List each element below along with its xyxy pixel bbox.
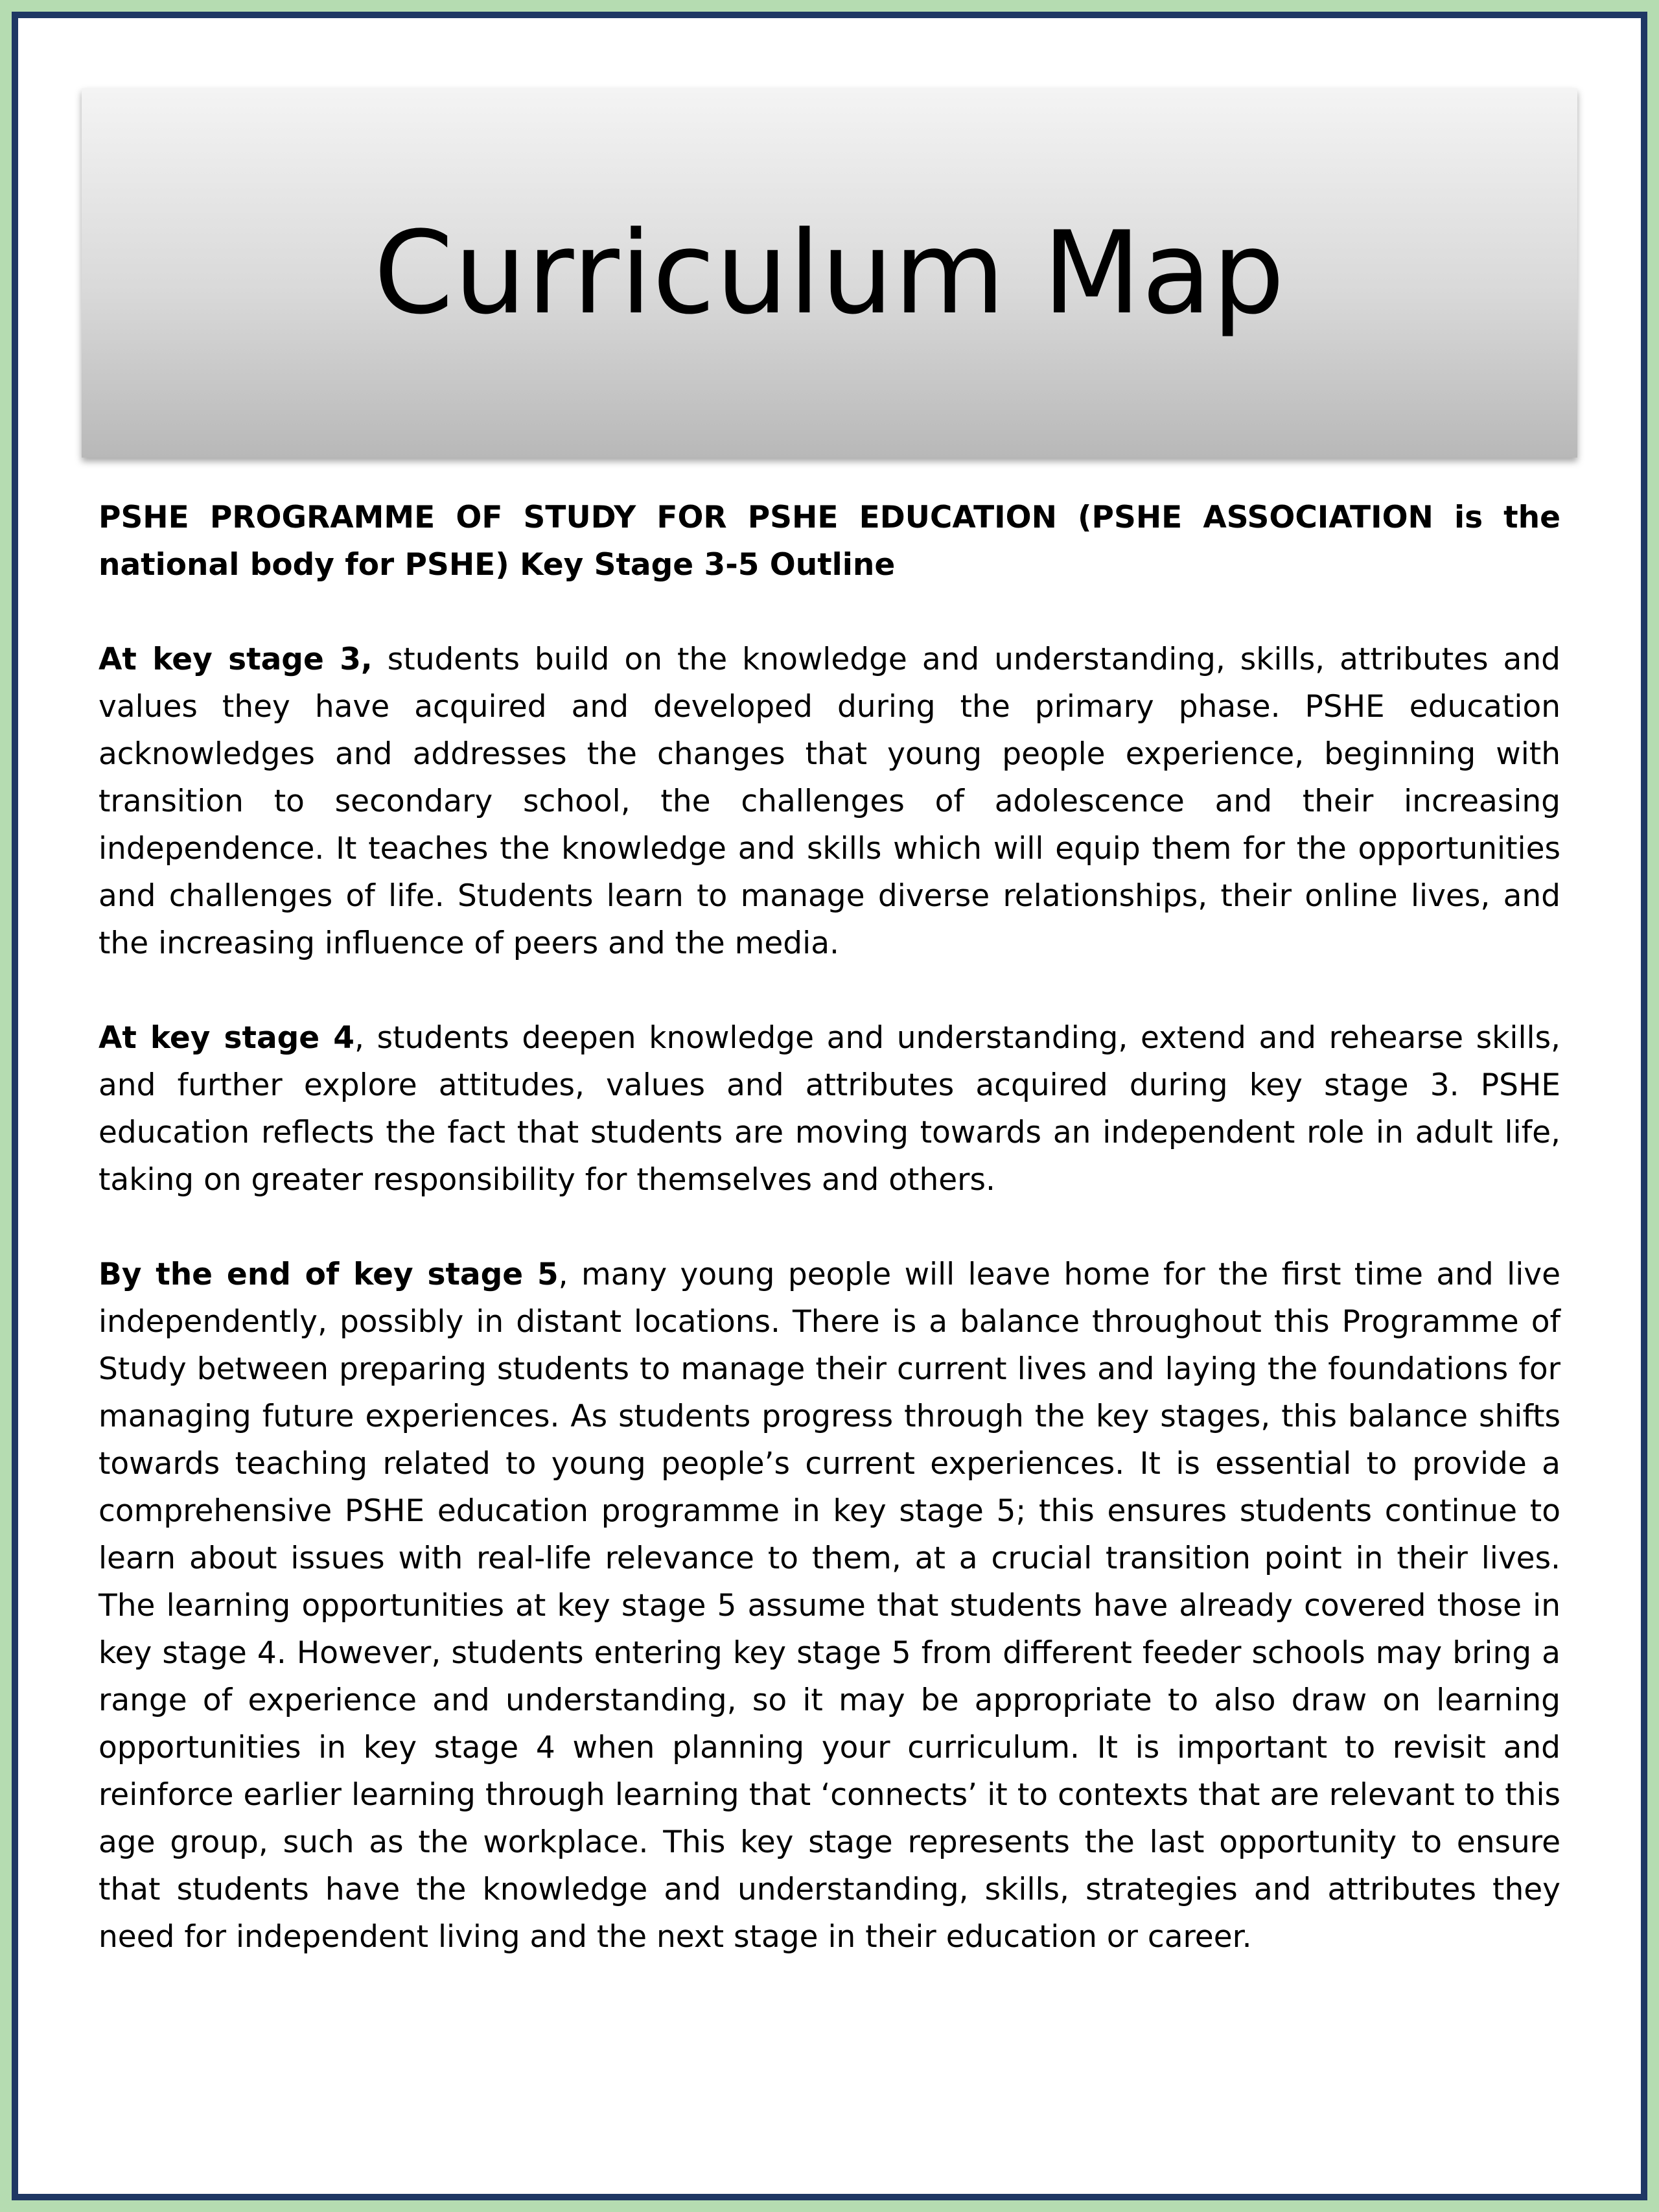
title-banner bbox=[82, 88, 1577, 458]
paragraph-text: , students deepen knowledge and understanding, extend and rehearse skills, and further explore attitudes, values and attributes acquired during key stage 3. PSHE education reflects the fact that students are moving towards an independent role in adult life, taking on greater responsibility for themselves and others. bbox=[99, 1020, 1560, 1198]
paragraph-lead: At key stage 4 bbox=[99, 1020, 354, 1056]
document-body bbox=[99, 494, 1560, 2008]
paragraph-lead: By the end of key stage 5 bbox=[99, 1257, 559, 1292]
paragraph-text: , many young people will leave home for the first time and live independently, possibly in distant locations. There is a balance throughout this Programme of Study between preparing students to manage their current lives and laying the foundations for managing future experiences. As students progress through the key stages, this balance shifts towards teaching related to young people’s current experiences. It is essential to provide a comprehensive PSHE education programme in key stage 5; this ensures students continue to learn about issues with real-life relevance to them, at a crucial transition point in their lives. The learning opportunities at key stage 5 assume that students have already covered those in key stage 4. However, students entering key stage 5 from different feeder schools may bring a range of experience and understanding, so it may be appropriate to also draw on learning opportunities in key stage 4 when planning your curriculum. It is important to revisit and reinforce earlier learning through learning that ‘connects’ it to contexts that are relevant to this age group, such as the workplace. This key stage represents the last opportunity to ensure that students have the knowledge and understanding, skills, strategies and attributes they need for independent living and the next stage in their education or career. bbox=[99, 1257, 1560, 1955]
paragraph-text: students build on the knowledge and understanding, skills, attributes and values they have acquired and developed during the primary phase. PSHE education acknowledges and addresses the changes that young people experience, beginning with transition to secondary school, the challenges of adolescence and their increasing independence. It teaches the knowledge and skills which will equip them for the opportunities and challenges of life. Students learn to manage diverse relationships, their online lives, and the increasing influence of peers and the media. bbox=[99, 642, 1560, 961]
paragraph-key-stage-4 bbox=[99, 1014, 1560, 1204]
document-heading: PSHE PROGRAMME OF STUDY FOR PSHE EDUCATION (PSHE ASSOCIATION is the national body for PSHE) Key Stage 3-5 Outline bbox=[99, 500, 1560, 583]
paragraph-key-stage-3 bbox=[99, 636, 1560, 967]
paragraph-lead: At key stage 3, bbox=[99, 642, 373, 677]
paragraph-key-stage-5 bbox=[99, 1251, 1560, 1961]
page-title: Curriculum Map bbox=[373, 206, 1286, 340]
